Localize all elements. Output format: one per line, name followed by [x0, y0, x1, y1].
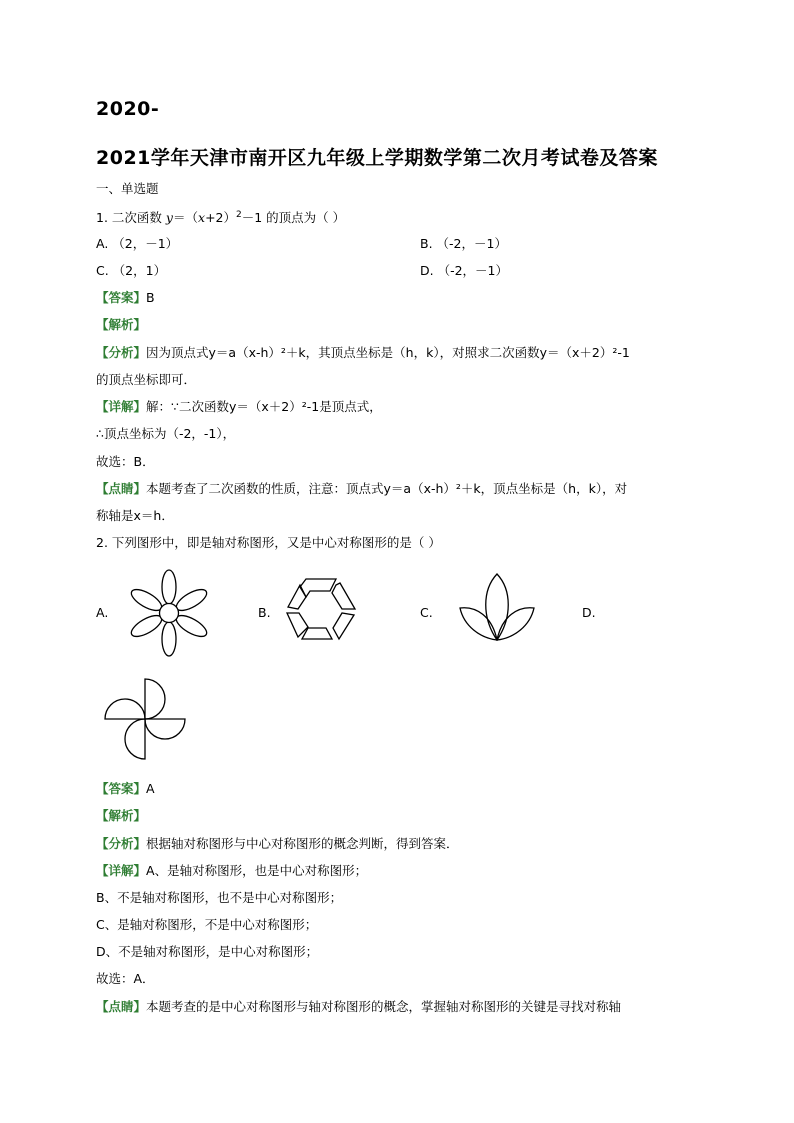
- pinwheel-figure-d: [100, 674, 190, 764]
- lotus-figure-c: [456, 570, 538, 644]
- q2-label-c: C.: [420, 605, 433, 620]
- q1-fenxi-2: 的顶点坐标即可．: [96, 372, 197, 387]
- q2-label-b: B.: [258, 605, 271, 620]
- q1-answer: 【答案】B: [96, 290, 155, 305]
- q1-option-d: D. （-2，－1）: [420, 263, 508, 278]
- section-heading: 一、单选题: [96, 181, 159, 196]
- q1-option-b: B. （-2，－1）: [420, 236, 507, 251]
- q1-xiangjie-2: ∴顶点坐标为（-2，-1），: [96, 426, 236, 441]
- q1-xiangjie-1: 【详解】解：∵二次函数y＝（x＋2）²-1是顶点式，: [96, 399, 382, 414]
- q2-xiangjie-d: D、不是轴对称图形，是中心对称图形；: [96, 944, 319, 959]
- q2-fenxi: 【分析】根据轴对称图形与中心对称图形的概念判断，得到答案．: [96, 836, 459, 851]
- q1-option-c: C. （2，1）: [96, 263, 167, 278]
- q1-analysis-heading: 【解析】: [96, 317, 147, 332]
- q2-xiangjie-b: B、不是轴对称图形，也不是中心对称图形；: [96, 890, 343, 905]
- q1-stem: 1. 二次函数 $y=(x+2)^2-1$ 的顶点为（ ）: [96, 210, 346, 226]
- q2-stem: 2. 下列图形中，即是轴对称图形，又是中心对称图形的是（ ）: [96, 535, 441, 550]
- q2-xiangjie-a: 【详解】A、是轴对称图形，也是中心对称图形；: [96, 863, 368, 878]
- q1-fenxi-1: 【分析】因为顶点式y＝a（x-h）²＋k，其顶点坐标是（h，k），对照求二次函数y＝（x＋2）²-1: [96, 345, 630, 360]
- q2-label-a: A.: [96, 605, 109, 620]
- flower-figure-a: [124, 568, 214, 658]
- q2-choice: 故选：A．: [96, 971, 155, 986]
- q2-dianjing: 【点睛】本题考查的是中心对称图形与轴对称图形的概念，掌握轴对称图形的关键是寻找对称轴: [96, 999, 622, 1014]
- q2-label-d: D.: [582, 605, 596, 620]
- q1-option-a: A. （2，－1）: [96, 236, 179, 251]
- q2-answer: 【答案】A: [96, 781, 155, 796]
- q1-dianjing-1: 【点睛】本题考查了二次函数的性质，注意：顶点式y＝a（x-h）²＋k，顶点坐标是（h，k），对: [96, 481, 628, 496]
- q1-dianjing-2: 称轴是x＝h．: [96, 508, 174, 523]
- recycle-figure-b: [284, 575, 358, 643]
- q2-analysis-heading: 【解析】: [96, 808, 147, 823]
- title-line-2: 2021学年天津市南开区九年级上学期数学第二次月考试卷及答案: [96, 147, 658, 169]
- q1-xiangjie-3: 故选：B．: [96, 454, 155, 469]
- q2-xiangjie-c: C、是轴对称图形，不是中心对称图形；: [96, 917, 318, 932]
- title-line-1: 2020-: [96, 98, 160, 120]
